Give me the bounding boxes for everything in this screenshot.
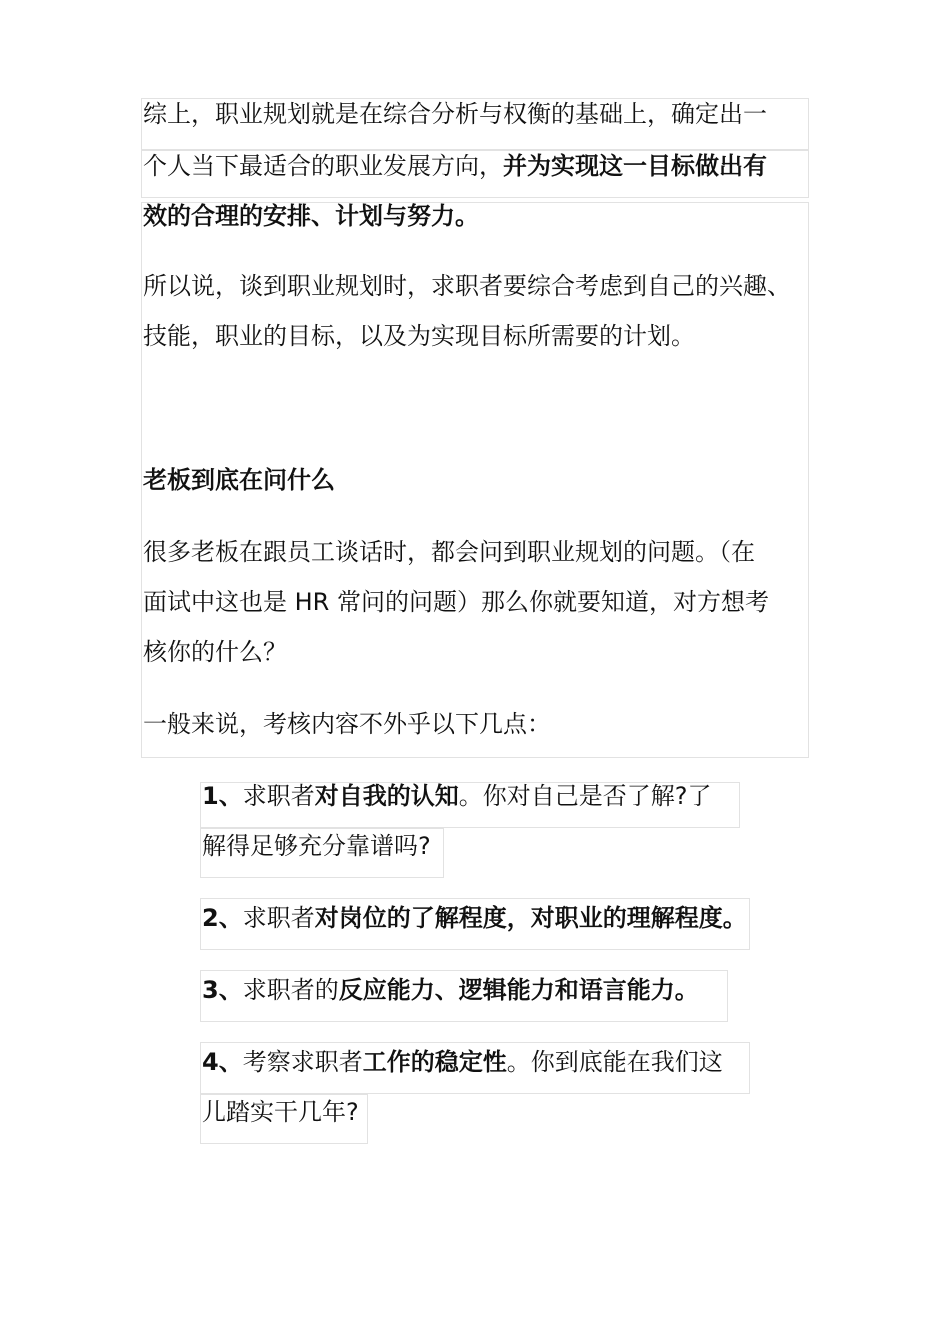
p1-text: 个人当下最适合的职业发展方向， xyxy=(143,152,503,180)
item-number: 2、 xyxy=(202,904,243,932)
list-item-4-line-2 xyxy=(202,1096,359,1128)
paragraph-1-line-2 xyxy=(143,150,767,182)
item-text: 求职者的 xyxy=(242,976,339,1004)
item-number: 3、 xyxy=(202,976,243,1004)
item-number: 4、 xyxy=(202,1048,243,1076)
item-text: 考察求职者 xyxy=(242,1048,363,1076)
item-text: 儿踏实干几年? xyxy=(202,1098,359,1126)
paragraph-3-line-2 xyxy=(143,586,769,618)
paragraph-2-line-1 xyxy=(143,270,791,302)
item-text: 求职者 xyxy=(242,904,315,932)
item-text: 。你到底能在我们这 xyxy=(506,1048,723,1076)
paragraph-3-line-1 xyxy=(143,536,755,568)
p3-text: 核你的什么？ xyxy=(143,638,287,666)
item-text: 解得足够充分靠谱吗? xyxy=(202,832,431,860)
list-item-4-line-1 xyxy=(202,1046,723,1078)
item-bold-text: 反应能力、逻辑能力和语言能力。 xyxy=(338,976,699,1004)
paragraph-1-line-3 xyxy=(143,200,479,232)
item-text: 求职者 xyxy=(242,782,315,810)
list-item-1-line-2 xyxy=(202,830,431,862)
paragraph-2-line-2 xyxy=(143,320,695,352)
p3-text: 面试中这也是 HR 常问的问题）那么你就要知道，对方想考 xyxy=(143,588,769,616)
paragraph-4 xyxy=(143,708,551,740)
p1-bold-text: 并为实现这一目标做出有 xyxy=(503,152,767,180)
p3-text: 很多老板在跟员工谈话时，都会问到职业规划的问题。（在 xyxy=(143,538,755,566)
p2-text: 技能，职业的目标，以及为实现目标所需要的计划。 xyxy=(143,322,695,350)
list-item-2 xyxy=(202,902,747,934)
p1-bold-text: 效的合理的安排、计划与努力。 xyxy=(143,202,479,230)
p2-text: 所以说，谈到职业规划时，求职者要综合考虑到自己的兴趣、 xyxy=(143,272,791,300)
section-heading xyxy=(143,464,335,496)
p4-text: 一般来说，考核内容不外乎以下几点： xyxy=(143,710,551,738)
item-bold-text: 工作的稳定性 xyxy=(362,1048,507,1076)
item-bold-text: 对自我的认知 xyxy=(314,782,459,810)
item-number: 1、 xyxy=(202,782,243,810)
paragraph-1-line-1 xyxy=(143,98,767,130)
item-bold-text: 对岗位的了解程度，对职业的理解程度。 xyxy=(314,904,747,932)
list-item-1-line-1 xyxy=(202,780,711,812)
p1-text: 综上，职业规划就是在综合分析与权衡的基础上，确定出一 xyxy=(143,100,767,128)
item-text: 。你对自己是否了解?了 xyxy=(458,782,712,810)
heading-text: 老板到底在问什么 xyxy=(143,466,335,494)
paragraph-3-line-3 xyxy=(143,636,287,668)
list-item-3 xyxy=(202,974,699,1006)
